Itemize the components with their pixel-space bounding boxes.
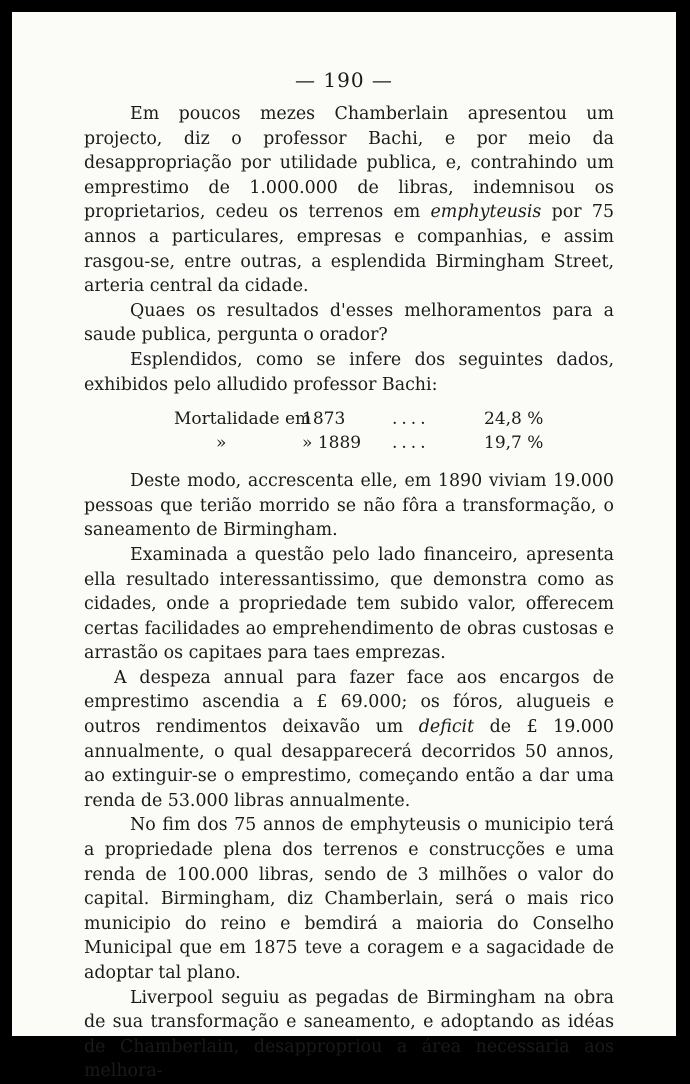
paragraph-2: Quaes os resultados d'esses melhoramentos para a saude publica, pergunta o orador? — [84, 300, 614, 346]
row-label: Mortalidade em — [174, 409, 312, 430]
paragraph-8: Liverpool seguiu as pegadas de Birmingham na obra de sua transformação e saneamento, e adoptando as idéas de Chamberlain, desappropriou a área necessaria aos melhora- — [84, 987, 614, 1082]
paragraph-3: Esplendidos, como se infere dos seguintes dados, exhibidos pelo alludido professor Bachi: — [84, 349, 614, 395]
paragraph-6-italic: deficit — [418, 717, 475, 738]
row-ditto-mark: » — [302, 433, 313, 454]
row-dots: .... — [392, 409, 430, 430]
paragraph-1-text: Em poucos mezes Chamberlain apresentou um projecto, diz o professor Bachi, e por meio da desappropriação por utilidade publica, e, contrahindo um emprestimo de 1.000.000 de libras, indemnisou os proprietarios, cedeu os terrenos em — [84, 104, 614, 223]
row-year — [302, 431, 392, 455]
row-ditto-label: » — [216, 433, 227, 454]
paragraph-1-italic: emphyteusis — [430, 202, 542, 223]
row-dots: .... — [392, 433, 430, 454]
paragraph-6-text: A despeza annual para fazer face aos encargos de emprestimo ascendia a £ 69.000; os fóros, alugueis e outros rendimentos deixavão um — [84, 667, 614, 738]
paragraph-6 — [84, 666, 614, 814]
row-value: 19,7 % — [484, 433, 544, 454]
body-text — [84, 102, 614, 1084]
paragraph-4: Deste modo, accrescenta elle, em 1890 viviam 19.000 pessoas que terião morrido se não fôra a transformação, o saneamento de Birmingham. — [84, 471, 614, 541]
mortality-table — [84, 407, 614, 455]
table-row — [84, 407, 614, 431]
paragraph-7: No fim dos 75 annos de emphyteusis o municipio terá a propriedade plena dos terrenos e construcções e uma renda de 100.000 libras, sendo de 3 milhões o valor do capital. Birmingham, diz Chamberlain, será o mais rico municipio do reino e bemdirá a maioria do Conselho Municipal que em 1875 teve a coragem e a sagacidade de adoptar tal plano. — [84, 815, 614, 983]
paragraph-6-end: de £ 19.000 annualmente, o qual desapparecerá decorridos 50 annos, ao extinguir-se o emprestimo, começando então a dar uma renda de 53.000 libras annualmente. — [84, 717, 614, 811]
table-row — [84, 431, 614, 455]
row-year: 1873 — [302, 409, 346, 430]
row-value: 24,8 % — [484, 409, 544, 430]
paragraph-5: Examinada a questão pelo lado financeiro, apresenta ella resultado interessantissimo, que demonstra como as cidades, onde a propriedade tem subido valor, offerecem certas facilidades ao emprehendimento de obras custosas e arrastão os capitaes para taes emprezas. — [84, 544, 614, 664]
paragraph-1 — [84, 102, 614, 299]
row-year-value: 1889 — [317, 433, 362, 454]
document-page — [12, 12, 676, 1082]
page-number: — 190 — — [295, 68, 393, 92]
paragraph-1-end: por 75 annos a particulares, empresas e companhias, e assim rasgou-se, entre outras, a esplendida Birmingham Street, arteria central da cidade. — [84, 202, 615, 297]
